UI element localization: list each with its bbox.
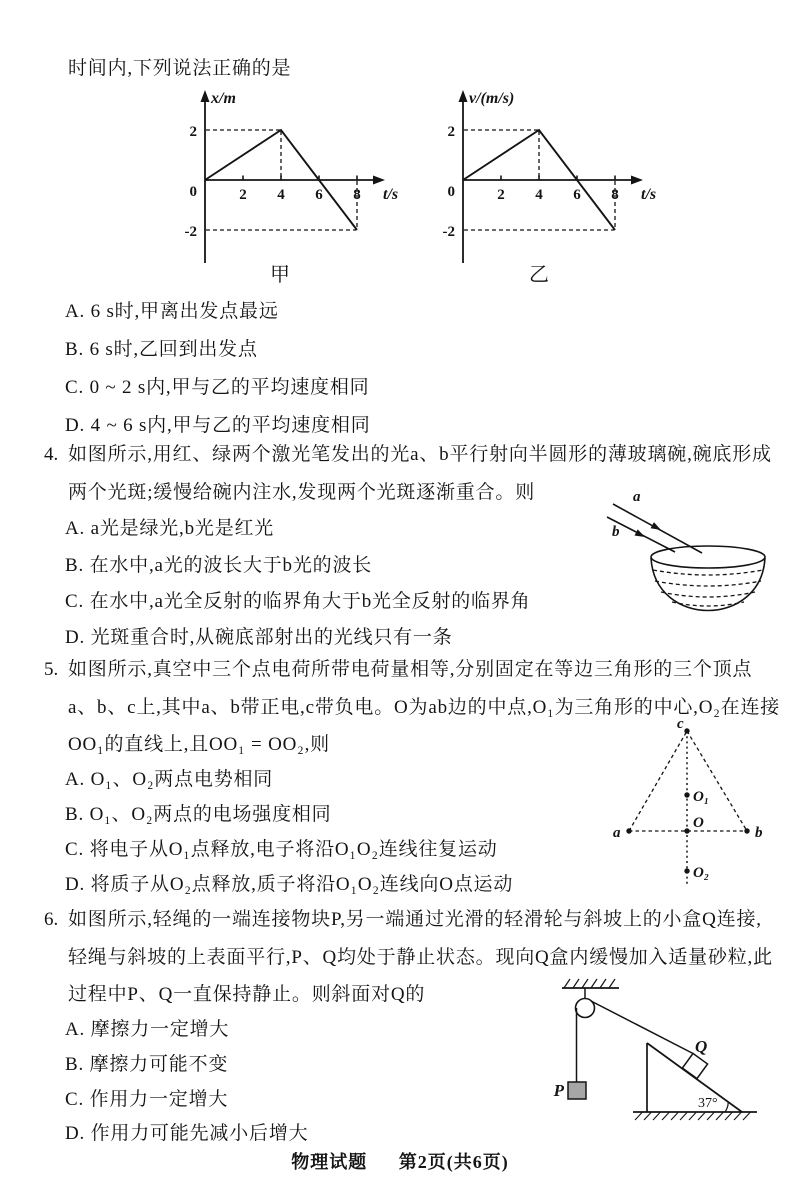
svg-text:x/m: x/m [211,90,236,107]
question-6-line: 如图所示,轻绳的一端连接物块P,另一端通过光滑的轻滑轮与斜坡上的小盒Q连接, [68,909,762,930]
pulley-incline-figure [535,975,790,1140]
angle-arc [725,1102,728,1112]
ceiling [562,979,619,988]
option-3a: A. 6 s时,甲离出发点最远 [65,301,279,322]
question-4-line: 如图所示,用红、绿两个激光笔发出的光a、b平行射向半圆形的薄玻璃碗,碗底形成 [68,444,772,465]
point-o2-label: O₂ [693,865,710,881]
svg-text:2: 2 [239,187,247,203]
svg-text:乙: 乙 [529,264,549,286]
ray-b-label: b [612,524,620,540]
question-5-number: 5. [44,659,59,680]
x-axis-arrow-icon [631,176,643,185]
option-3b: B. 6 s时,乙回到出发点 [65,339,258,360]
question-4-number: 4. [44,444,59,465]
question-6-line: 过程中P、Q一直保持静止。则斜面对Q的 [68,984,426,1005]
graph-axes [205,97,378,263]
option-4c: C. 在水中,a光全反射的临界角大于b光全反射的临界角 [65,591,531,612]
option-6c: C. 作用力一定增大 [65,1089,229,1110]
svg-text:-2: -2 [184,224,197,240]
option-4d: D. 光斑重合时,从碗底部射出的光线只有一条 [65,627,453,648]
question-6-number: 6. [44,909,59,930]
graph-labels [185,90,399,286]
graph-axes [463,97,636,263]
svg-text:v/(m/s): v/(m/s) [469,90,515,107]
option-4a: A. a光是绿光,b光是红光 [65,518,275,539]
triangle-sides [629,731,747,831]
angle-label: 37° [698,1096,718,1111]
point-o-label: O [693,815,704,831]
point-b-label: b [755,825,763,841]
glass-bowl-figure [595,480,800,645]
point-o1-label: O₁ [693,789,710,805]
svg-text:2: 2 [447,124,455,140]
charge-points [626,728,749,873]
graph-labels [443,90,657,286]
box-q-label: Q [695,1037,708,1056]
displacement-time-graph [150,85,420,300]
option-5d: D. 将质子从O₂点释放,质子将沿O₁O₂连线向O点运动 [65,874,514,895]
question-5-line: OO₁的直线上,且OO₁ = OO₂,则 [68,734,330,755]
question-3-stem-line: 时间内,下列说法正确的是 [68,58,292,79]
ray-a-arrow-icon [651,522,663,533]
question-4-line: 两个光斑;缓慢给碗内注水,发现两个光斑逐渐重合。则 [68,482,536,503]
box-q [682,1053,707,1078]
option-3c: C. 0 ~ 2 s内,甲与乙的平均速度相同 [65,377,370,398]
svg-text:8: 8 [611,187,619,203]
svg-text:-2: -2 [442,224,455,240]
page-footer [0,1148,800,1174]
option-5b: B. O₁、O₂两点的电场强度相同 [65,804,332,825]
svg-text:2: 2 [497,187,505,203]
question-5-line: 如图所示,真空中三个点电荷所带电荷量相等,分别固定在等边三角形的三个顶点 [68,659,753,680]
option-6a: A. 摩擦力一定增大 [65,1019,230,1040]
option-4b: B. 在水中,a光的波长大于b光的波长 [65,555,373,576]
bowl-body [651,558,765,611]
block-p-label: P [553,1081,564,1100]
svg-text:0: 0 [447,184,455,200]
incline-rope [591,1001,693,1054]
x-axis-arrow-icon [373,176,385,185]
svg-text:4: 4 [277,187,285,203]
point-c-label: c [677,716,684,732]
svg-text:t/s: t/s [641,186,657,203]
y-axis-arrow-icon [201,90,210,102]
svg-text:t/s: t/s [383,186,399,203]
block-p [568,1082,586,1099]
svg-text:6: 6 [315,187,323,203]
option-6b: B. 摩擦力可能不变 [65,1054,229,1075]
svg-text:2: 2 [189,124,197,140]
ray-a-label: a [633,489,641,505]
footer-title: 物理试题 [291,1152,368,1172]
question-6-line: 轻绳与斜坡的上表面平行,P、Q均处于静止状态。现向Q盒内缓慢加入适量砂粒,此 [68,947,773,968]
charge-triangle-figure [605,715,780,900]
option-5a: A. O₁、O₂两点电势相同 [65,769,274,790]
svg-text:甲: 甲 [270,264,290,286]
ground [633,1112,757,1120]
velocity-time-graph [420,85,690,300]
option-6d: D. 作用力可能先减小后增大 [65,1123,309,1144]
svg-text:0: 0 [189,184,197,200]
svg-text:8: 8 [353,187,361,203]
point-a-label: a [613,825,621,841]
footer-page-number: 第2页(共6页) [398,1152,509,1172]
option-3d: D. 4 ~ 6 s内,甲与乙的平均速度相同 [65,415,371,436]
svg-text:4: 4 [535,187,543,203]
svg-text:6: 6 [573,187,581,203]
ray-b-arrow-icon [635,529,647,540]
y-axis-arrow-icon [459,90,468,102]
option-5c: C. 将电子从O₁点释放,电子将沿O₁O₂连线往复运动 [65,839,498,860]
question-5-line: a、b、c上,其中a、b带正电,c带负电。O为ab边的中点,O₁为三角形的中心,O₂在连接 [68,697,781,718]
